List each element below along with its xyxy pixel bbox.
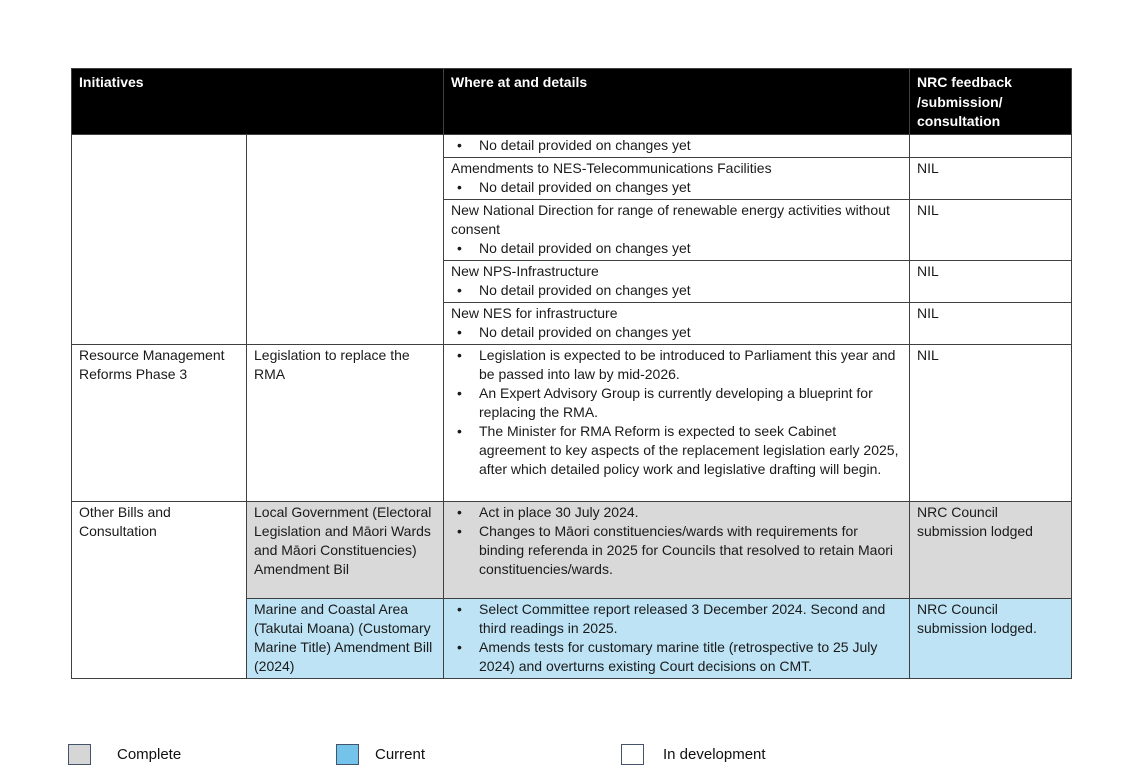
detail-bullet: • Changes to Māori constituencies/wards with requirements for binding referenda in 2025 for Councils that resolved to retain Maori constituencies/wards. [451,522,903,579]
details-cell [444,157,910,199]
detail-bullet: • Amends tests for customary marine title (retrospective to 25 July 2024) and overturns existing Court decisions on CMT. [451,638,903,676]
legend-item-in-development [621,744,766,765]
details-cell [444,302,910,344]
initiative-cell: Resource Management Reforms Phase 3 [72,344,247,501]
details-cell [444,260,910,302]
details-cell [444,134,910,157]
feedback-cell: NRC Council submission lodged. [910,598,1072,678]
table-row-complete [72,501,1072,598]
complete-swatch-icon [68,744,91,765]
detail-bullet: • An Expert Advisory Group is currently developing a blueprint for replacing the RMA. [451,384,903,422]
feedback-cell: NRC Council submission lodged [910,501,1072,598]
details-cell [444,199,910,260]
details-cell [444,598,910,678]
feedback-cell [910,134,1072,157]
legend-item-complete [68,744,181,765]
detail-bullet: • Act in place 30 July 2024. [451,503,903,522]
feedback-cell: NIL [910,260,1072,302]
detail-bullet: • No detail provided on changes yet [451,136,903,155]
table-row [72,344,1072,501]
detail-bullet: • Select Committee report released 3 December 2024. Second and third readings in 2025. [451,600,903,638]
header-initiatives: Initiatives [72,69,444,135]
detail-bullet: • No detail provided on changes yet [451,239,903,258]
detail-heading: New NPS-Infrastructure [451,262,599,279]
sub-initiative-cell: Marine and Coastal Area (Takutai Moana) (Customary Marine Title) Amendment Bill (2024) [247,598,444,678]
header-feedback: NRC feedback /submission/ consultation [910,69,1072,135]
sub-initiative-cell-empty [247,134,444,344]
legend-label: Current [375,746,426,763]
feedback-cell: NIL [910,199,1072,260]
legend-label: Complete [117,746,182,763]
detail-heading: Amendments to NES-Telecommunications Facilities [451,159,772,176]
feedback-cell: NIL [910,302,1072,344]
detail-bullet: • No detail provided on changes yet [451,178,903,197]
header-details: Where at and details [444,69,910,135]
feedback-cell: NIL [910,157,1072,199]
legend-label: In development [663,746,766,763]
current-swatch-icon [336,744,359,765]
detail-bullet: • No detail provided on changes yet [451,281,903,300]
detail-bullet: • The Minister for RMA Reform is expected to seek Cabinet agreement to key aspects of the replacement legislation early 2025, after which detailed policy work and legislative drafting will begin. [451,422,903,479]
sub-initiative-cell: Legislation to replace the RMA [247,344,444,501]
initiative-cell: Other Bills and Consultation [72,501,247,678]
in-development-swatch-icon [621,744,644,765]
table-header-row [72,69,1072,135]
initiative-cell-empty [72,134,247,344]
feedback-cell: NIL [910,344,1072,501]
detail-bullet: • No detail provided on changes yet [451,323,903,342]
legend-item-current [336,744,425,765]
status-legend [0,744,1135,770]
detail-heading: New NES for infrastructure [451,304,618,321]
detail-heading: New National Direction for range of renewable energy activities without consent [451,201,890,237]
detail-bullet: • Legislation is expected to be introduced to Parliament this year and be passed into law by mid-2026. [451,346,903,384]
initiatives-table [71,68,1072,679]
table-row [72,134,1072,157]
sub-initiative-cell: Local Government (Electoral Legislation and Māori Wards and Māori Constituencies) Amendment Bil [247,501,444,598]
details-cell [444,344,910,501]
details-cell [444,501,910,598]
